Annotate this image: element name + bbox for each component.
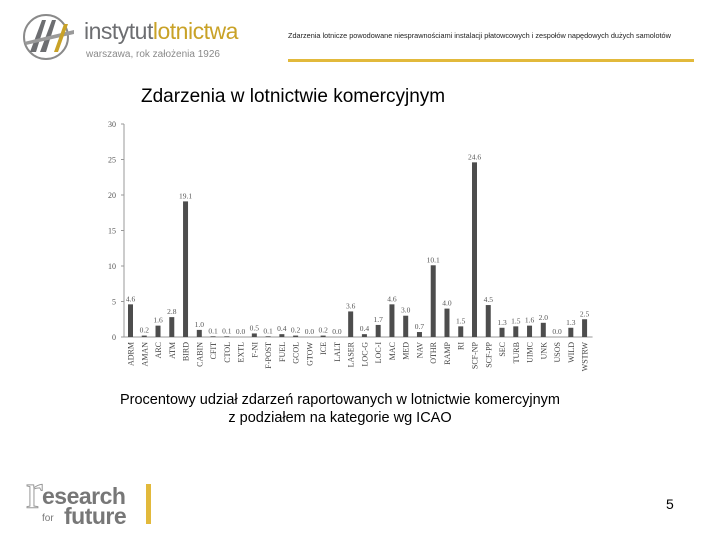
slide-title: Zdarzenia w lotnictwie komercyjnym xyxy=(141,86,446,107)
bar-cfit xyxy=(211,336,216,337)
category-label: RI xyxy=(456,342,466,350)
value-label: 1.3 xyxy=(566,317,576,327)
value-label: 0.7 xyxy=(414,322,425,332)
category-label: BIRD xyxy=(181,342,191,362)
value-label: 4.5 xyxy=(483,295,493,305)
value-label: 0.5 xyxy=(249,323,260,333)
value-label: 0.1 xyxy=(208,326,218,336)
value-label: 1.6 xyxy=(524,315,535,325)
category-label: LASER xyxy=(346,342,356,368)
y-tick-label: 5 xyxy=(112,297,116,307)
caption-line-2: z podziałem na kategorie wg ICAO xyxy=(228,410,452,426)
bar-aman xyxy=(142,336,147,337)
category-label: UIMC xyxy=(525,342,535,363)
value-label: 4.0 xyxy=(442,298,452,308)
category-label: F-POST xyxy=(264,342,274,369)
research-for-future-logo xyxy=(26,463,156,529)
category-label: GTOW xyxy=(305,342,315,366)
value-label: 4.6 xyxy=(125,294,136,304)
category-label: F-NI xyxy=(250,342,260,358)
category-label: UNK xyxy=(539,342,549,360)
value-label: 0.0 xyxy=(552,327,562,336)
logo-wordmark-part1: instytut xyxy=(84,18,153,44)
category-label: CTOL xyxy=(222,342,232,363)
value-label: 0.2 xyxy=(290,325,301,335)
bar-f-post xyxy=(266,336,271,337)
value-label: 1.6 xyxy=(153,315,163,325)
bar-nav xyxy=(417,332,422,337)
category-labels xyxy=(127,341,590,371)
value-label: 1.3 xyxy=(497,317,507,327)
bar-uimc xyxy=(527,326,532,337)
bar-atm xyxy=(169,317,174,337)
value-label: 0.0 xyxy=(304,327,315,336)
category-label: NAV xyxy=(415,342,425,359)
instytut-lotnictwa-logo xyxy=(18,12,258,64)
caption-line-1: Procentowy udział zdarzeń raportowanych w lotnictwie komercyjnym xyxy=(119,392,560,408)
logo-tagline: warszawa, rok założenia 1926 xyxy=(86,49,220,60)
bar-bird xyxy=(183,201,188,337)
value-label: 19.1 xyxy=(178,191,193,201)
y-tick-label: 25 xyxy=(108,155,116,165)
bar-mac xyxy=(389,304,394,337)
bar-ctol xyxy=(224,336,229,337)
value-labels xyxy=(126,152,590,336)
bar-f-ni xyxy=(252,333,257,337)
bar-ice xyxy=(321,336,326,337)
bar-adrm xyxy=(128,304,133,337)
bar-sec xyxy=(500,328,505,337)
category-label: LOC-I xyxy=(374,342,384,364)
category-label: EXTL xyxy=(236,342,246,363)
value-label: 1.0 xyxy=(194,319,204,329)
value-label: 1.5 xyxy=(456,316,466,326)
bar-med xyxy=(403,316,408,337)
bar-fuel xyxy=(279,334,284,337)
category-label: ICE xyxy=(319,342,329,355)
logo-wordmark-part2: lotnictwa xyxy=(152,18,238,44)
aircraft-emblem-icon xyxy=(18,12,80,62)
category-label: FUEL xyxy=(277,342,287,362)
logo-text-future: future xyxy=(64,503,127,529)
category-label: ADRM xyxy=(126,342,136,367)
bar-laser xyxy=(348,311,353,337)
value-label: 2.5 xyxy=(579,309,590,319)
bar-loc-i xyxy=(376,325,381,337)
category-label: RAMP xyxy=(442,342,452,365)
bar-cabin xyxy=(197,330,202,337)
y-tick-label: 30 xyxy=(108,120,116,129)
chart-caption xyxy=(40,391,640,427)
value-label: 2.8 xyxy=(167,307,177,317)
category-label: SCF-NP xyxy=(470,342,480,370)
y-tick-label: 20 xyxy=(108,191,116,200)
bar-unk xyxy=(541,323,546,337)
logo-text-for: for xyxy=(42,513,54,524)
category-label: TURB xyxy=(511,342,521,364)
category-label: LALT xyxy=(332,342,342,362)
page-number: 5 xyxy=(666,496,674,512)
value-label: 0.0 xyxy=(332,327,342,336)
bar-arc xyxy=(156,326,161,337)
category-label: LOC-G xyxy=(360,342,370,367)
bar-chart xyxy=(100,116,610,378)
value-label: 4.6 xyxy=(387,294,397,304)
category-label: AMAN xyxy=(140,342,150,367)
y-tick-label: 0 xyxy=(112,333,116,342)
value-label: 0.2 xyxy=(318,325,328,335)
bar-scf-pp xyxy=(486,305,491,337)
logo-accent-bar xyxy=(146,484,151,524)
value-label: 3.6 xyxy=(345,301,356,311)
category-label: CABIN xyxy=(195,342,205,367)
category-label: WSTRW xyxy=(580,341,590,372)
bar-ri xyxy=(458,326,463,337)
y-tick-label: 15 xyxy=(108,226,116,236)
category-label: MAC xyxy=(387,342,397,361)
logo-wordmark xyxy=(84,18,238,45)
category-label: SEC xyxy=(498,342,508,357)
bar-gcol xyxy=(293,336,298,337)
value-label: 10.1 xyxy=(426,255,440,265)
logo-text-research: esearch xyxy=(42,483,126,509)
value-label: 0.1 xyxy=(263,326,273,336)
category-label: ATM xyxy=(167,342,177,359)
value-label: 1.7 xyxy=(373,314,383,324)
bar-loc-g xyxy=(362,334,367,337)
bar-ramp xyxy=(444,309,449,337)
header-divider xyxy=(288,59,694,62)
category-label: USOS xyxy=(553,342,563,363)
category-label: WILD xyxy=(566,342,576,363)
value-label: 0.4 xyxy=(277,324,287,334)
value-label: 1.5 xyxy=(511,316,521,326)
bar-wild xyxy=(568,328,573,337)
category-label: ARC xyxy=(154,342,164,359)
value-label: 0.1 xyxy=(222,326,232,336)
category-label: SCF-PP xyxy=(484,342,494,368)
logo-letter-r: r xyxy=(26,463,43,519)
bar-turb xyxy=(513,326,518,337)
category-label: GCOL xyxy=(291,342,301,364)
value-label: 0.4 xyxy=(359,324,370,334)
category-label: MED xyxy=(401,342,411,360)
value-label: 0.2 xyxy=(139,325,149,335)
bars xyxy=(125,162,587,337)
value-label: 0.0 xyxy=(235,327,246,336)
bar-scf-np xyxy=(472,162,477,337)
category-label: OTHR xyxy=(429,342,439,364)
value-label: 3.0 xyxy=(401,305,411,315)
value-label: 2.0 xyxy=(538,312,548,322)
y-tick-label: 10 xyxy=(108,262,116,271)
presentation-title: Zdarzenia lotnicze powodowane niesprawnościami instalacji płatowcowych i zespołów napędowych dużych samolotów xyxy=(288,31,671,40)
bar-othr xyxy=(431,265,436,337)
bar-wstrw xyxy=(582,319,587,337)
category-label: CFIT xyxy=(209,342,219,360)
value-label: 24.6 xyxy=(467,152,482,162)
